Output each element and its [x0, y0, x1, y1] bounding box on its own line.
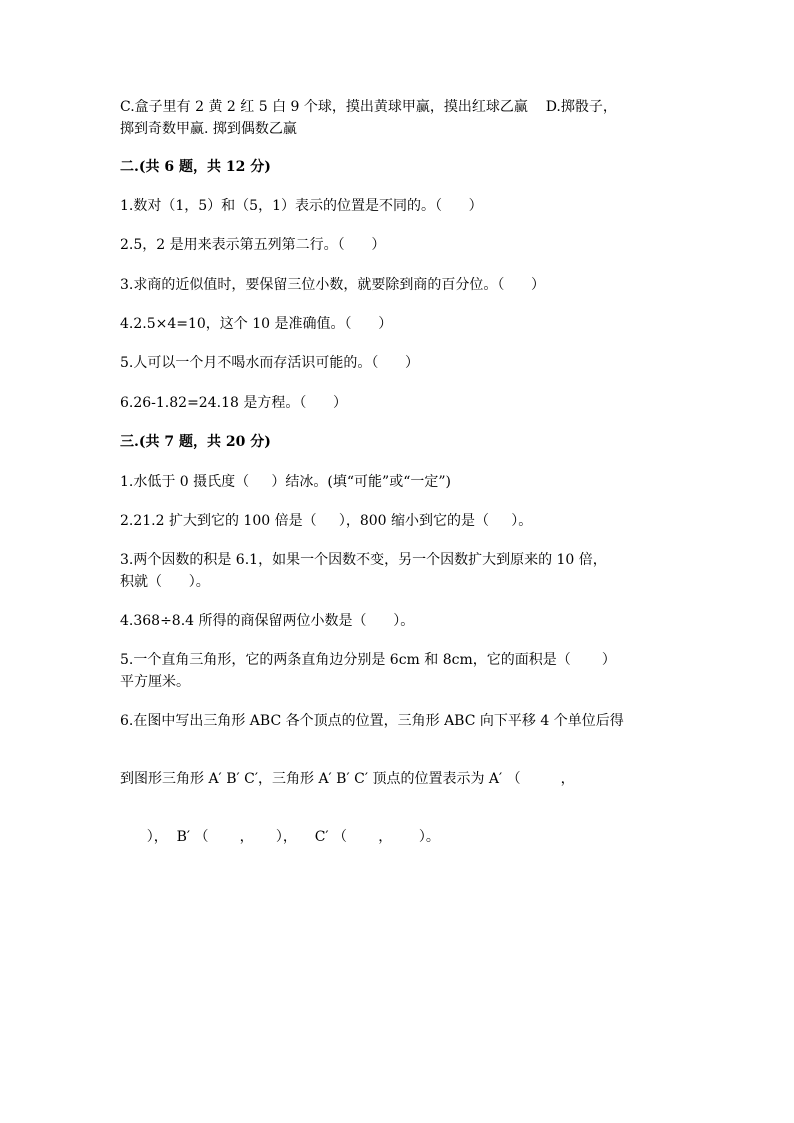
fill-blank-item-1: 1.水低于 0 摄氏度（ ）结冰。(填“可能”或“一定”)	[120, 474, 451, 490]
true-false-item-6: 6.26-1.82=24.18 是方程。（ ）	[120, 395, 348, 411]
fill-blank-item-4: 4.368÷8.4 所得的商保留两位小数是（ ）。	[120, 613, 415, 629]
fill-blank-item-6-continued: 到图形三角形 A′ B′ C′，三角形 A′ B′ C′ 顶点的位置表示为 A′ （ ，	[120, 771, 575, 787]
fill-blank-item-6-coordinates: ）， B′ （ ， ）， C′ （ ， ）。	[120, 829, 440, 845]
true-false-item-2: 2.5，2 是用来表示第五列第二行。（ ）	[120, 237, 386, 253]
fill-blank-item-5-continued: 平方厘米。	[120, 674, 190, 690]
option-c-line-continued: 掷到奇数甲赢. 掷到偶数乙赢	[120, 121, 297, 137]
true-false-item-5: 5.人可以一个月不喝水而存活识可能的。（ ）	[120, 355, 420, 371]
fill-blank-item-3: 3.两个因数的积是 6.1，如果一个因数不变，另一个因数扩大到原来的 10 倍，	[120, 552, 607, 568]
true-false-item-3: 3.求商的近似值时，要保留三位小数，就要除到商的百分位。（ ）	[120, 277, 546, 293]
fill-blank-item-6: 6.在图中写出三角形 ABC 各个顶点的位置，三角形 ABC 向下平移 4 个单位后得	[120, 713, 624, 729]
true-false-item-1: 1.数对（1，5）和（5，1）表示的位置是不同的。（ ）	[120, 198, 483, 214]
fill-blank-item-3-continued: 积就（ ）。	[120, 574, 210, 590]
section-three-heading: 三.(共 7 题，共 20 分)	[120, 434, 271, 450]
fill-blank-item-5: 5.一个直角三角形，它的两条直角边分别是 6cm 和 8cm，它的面积是（ ）	[120, 652, 616, 668]
option-c-line: C.盒子里有 2 黄 2 红 5 白 9 个球，摸出黄球甲赢，摸出红球乙赢 D.掷骰子，	[120, 99, 617, 115]
true-false-item-4: 4.2.5×4=10，这个 10 是准确值。（ ）	[120, 316, 393, 332]
section-two-heading: 二.(共 6 题，共 12 分)	[120, 159, 271, 175]
fill-blank-item-2: 2.21.2 扩大到它的 100 倍是（ ），800 缩小到它的是（ ）。	[120, 513, 533, 529]
